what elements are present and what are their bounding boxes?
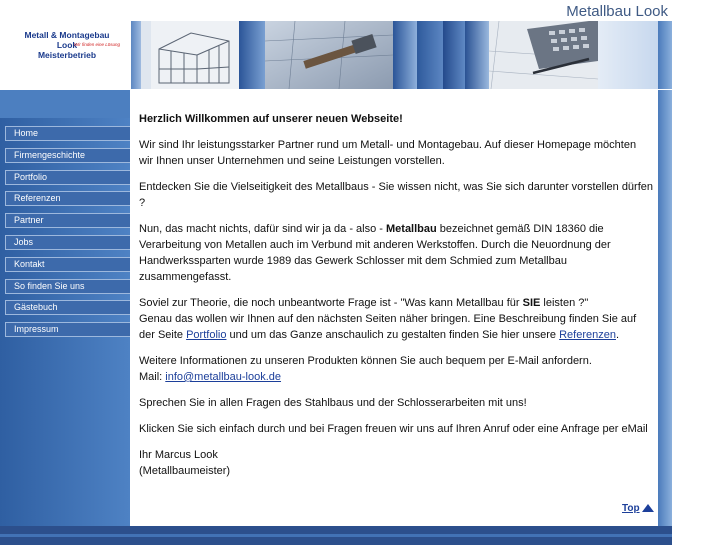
nav-link-partner[interactable]: Partner	[14, 215, 44, 226]
site-title: Metallbau Look	[566, 3, 668, 20]
portfolio-link[interactable]: Portfolio	[186, 329, 227, 341]
calculator-and-pen-image	[489, 21, 598, 89]
header-stripe	[393, 21, 417, 89]
definition-bold: Metallbau	[386, 223, 437, 235]
footer-bar	[0, 526, 672, 545]
definition-paragraph	[139, 221, 653, 285]
question-text-e: .	[615, 329, 620, 341]
sidebar	[0, 90, 130, 545]
main-content	[130, 90, 658, 526]
question-text-c: Genau das wollen wir Ihnen auf den nächsten Seiten näher bringen. Eine Beschreibung finden Sie auf der Seite	[139, 313, 637, 341]
logo-line-3: Meisterbetrieb	[37, 50, 97, 60]
nav-item-portfolio[interactable]	[5, 170, 130, 185]
header-stripe	[465, 21, 489, 89]
header	[0, 0, 727, 90]
mail-label: Mail:	[139, 371, 166, 383]
email-link[interactable]: info@metallbau-look.de	[165, 371, 282, 383]
nav-link-firmengeschichte[interactable]: Firmengeschichte	[14, 149, 86, 160]
welcome-heading: Herzlich Willkommen auf unserer neuen Webseite!	[139, 113, 403, 125]
question-bold: SIE	[522, 297, 541, 309]
header-stripe	[658, 21, 672, 89]
header-stripe	[443, 21, 465, 89]
header-stripe	[417, 21, 443, 89]
mail-text: Weitere Informationen zu unseren Produkten können Sie auch bequem per E-Mail anfordern.	[139, 355, 592, 367]
content-body	[139, 111, 653, 489]
nav-link-referenzen[interactable]: Referenzen	[14, 193, 61, 204]
nav-item-firmengeschichte[interactable]	[5, 148, 130, 163]
discover-paragraph: Entdecken Sie die Vielseitigkeit des Metallbaus - Sie wissen nicht, was Sie sich darunter vorstellen dürfen ?	[139, 181, 654, 209]
arrow-up-icon	[642, 504, 654, 512]
question-text-a: Soviel zur Theorie, die noch unbeantworte Frage ist - "Was kann Metallbau für	[139, 297, 523, 309]
nav-item-gaestebuch[interactable]	[5, 300, 130, 315]
nav-link-gaestebuch[interactable]: Gästebuch	[14, 302, 58, 313]
nav-item-home[interactable]	[5, 126, 130, 141]
nav-link-home[interactable]: Home	[14, 128, 39, 138]
nav-item-partner[interactable]	[5, 213, 130, 228]
header-stripe	[131, 21, 141, 89]
contact-paragraph: Sprechen Sie in allen Fragen des Stahlbaus und der Schlosserarbeiten mit uns!	[139, 397, 527, 409]
nav-link-kontakt[interactable]: Kontakt	[14, 258, 45, 269]
question-text-b: leisten ?"	[540, 297, 589, 309]
header-stripe	[239, 21, 265, 89]
intro-paragraph: Wir sind Ihr leistungsstarker Partner rund um Metall- und Montagebau. Auf dieser Homepage möchten wir Ihnen unser Unternehmen und seine Leistungen vorstellen.	[139, 139, 637, 167]
nav-link-portfolio[interactable]: Portfolio	[14, 171, 48, 182]
logo-line-1: Metall & Montagebau	[24, 30, 110, 40]
right-decor-bar	[658, 90, 672, 545]
mail-paragraph	[139, 353, 653, 385]
signature-title: (Metallbaumeister)	[139, 465, 231, 477]
logo-tagline: Wir finden eine Lösung	[74, 42, 120, 47]
question-text-d: und um das Ganze anschaulich zu gestalten finden Sie hier unsere	[226, 329, 560, 341]
call-to-action-paragraph: Klicken Sie sich einfach durch und bei Fragen freuen wir uns auf Ihren Anruf oder eine Anfrage per eMail	[139, 423, 648, 435]
header-stripe	[598, 21, 658, 89]
nav-item-anfahrt[interactable]	[5, 279, 130, 294]
nav-link-jobs[interactable]: Jobs	[14, 236, 34, 247]
nav-item-jobs[interactable]	[5, 235, 130, 250]
nav-item-referenzen[interactable]	[5, 191, 130, 206]
back-to-top-label: Top	[622, 503, 640, 514]
back-to-top-link[interactable]	[622, 503, 654, 514]
nav-item-impressum[interactable]	[5, 322, 130, 337]
logo-line-2: Look	[56, 40, 78, 50]
company-logo[interactable]	[12, 30, 122, 60]
sidebar-band	[0, 90, 130, 118]
signature-name: Ihr Marcus Look	[139, 449, 218, 461]
signature	[139, 447, 653, 479]
definition-text-a: Nun, das macht nichts, dafür sind wir ja da - also -	[139, 223, 386, 235]
question-paragraph	[139, 295, 653, 343]
nav-link-anfahrt[interactable]: So finden Sie uns	[14, 280, 85, 291]
main-navigation	[5, 126, 130, 344]
nav-link-impressum[interactable]: Impressum	[14, 324, 59, 335]
hammer-on-plans-image	[265, 21, 393, 89]
definition-text-b: bezeichnet gemäß DIN 18360 die Verarbeitung von Metallen auch im Verbund mit anderen Werkstoffen. Durch die Neuordnung der Handwerkssparten wurde 1989 das Gewerk Schlosser mit dem Schmied zum Metallbau zusammengefasst.	[139, 223, 611, 283]
referenzen-link[interactable]: Referenzen	[559, 329, 616, 341]
conservatory-drawing-image	[141, 21, 239, 89]
nav-item-kontakt[interactable]	[5, 257, 130, 272]
footer-stripe	[0, 534, 672, 537]
